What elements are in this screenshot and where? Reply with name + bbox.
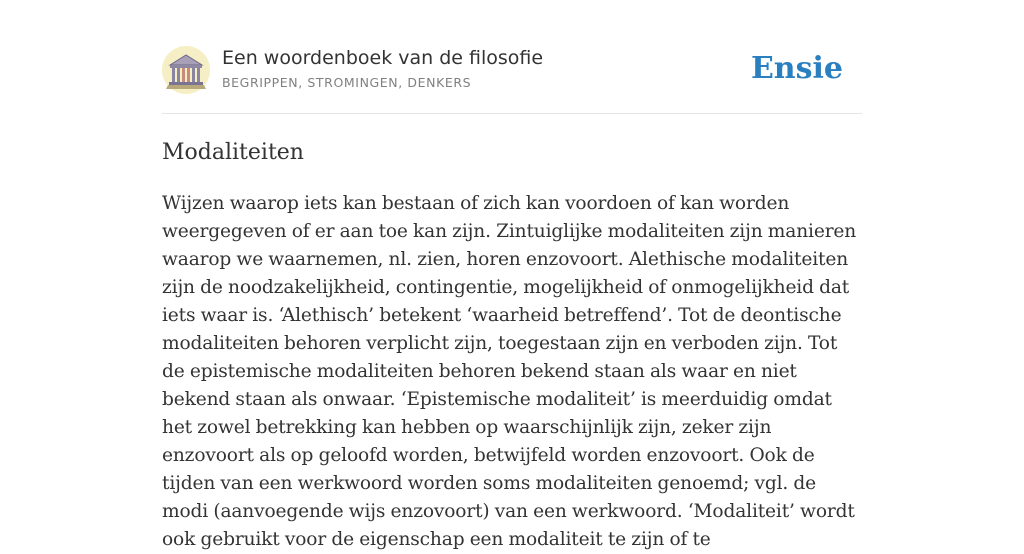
entry-title: Modaliteiten: [162, 140, 304, 165]
site-subtitle: BEGRIPPEN, STROMINGEN, DENKERS: [222, 75, 472, 90]
greek-temple-icon[interactable]: [162, 46, 210, 94]
header-divider: [162, 113, 862, 114]
site-header: [162, 44, 862, 96]
site-title[interactable]: Een woordenboek van de filosofie: [222, 47, 544, 69]
brand-logo[interactable]: Ensie: [750, 51, 843, 86]
greek-temple-icon-graphic: [162, 46, 210, 94]
entry-body: Wijzen waarop iets kan bestaan of zich kan voordoen of kan worden weergegeven of er aan toe kan zijn. Zintuiglijke modaliteiten zijn manieren waarop we waarnemen, nl. zien, horen enzovoort. Alethische modaliteiten zijn de noodzakelijkheid, contingentie, mogelijkheid of onmogelijkheid dat iets waar is. ‘Alethisch’ betekent ‘waarheid betreffend’. Tot de deontische modaliteiten behoren verplicht zijn, toegestaan zijn en verboden zijn. Tot de epistemische modaliteiten behoren bekend staan als waar en niet bekend staan als onwaar. ‘Epistemische modaliteit’ is meerduidig omdat het zowel betrekking kan hebben op waarschijnlijk zijn, zeker zijn enzovoort als op geloofd worden, betwijfeld worden enzovoort. Ook de tijden van een werkwoord worden soms modaliteiten genoemd; vgl. de modi (aanvoegende wijs enzovoort) van een werkwoord. ‘Modaliteit’ wordt ook gebruikt voor de eigenschap een modaliteit te zijn of te: [162, 193, 857, 550]
